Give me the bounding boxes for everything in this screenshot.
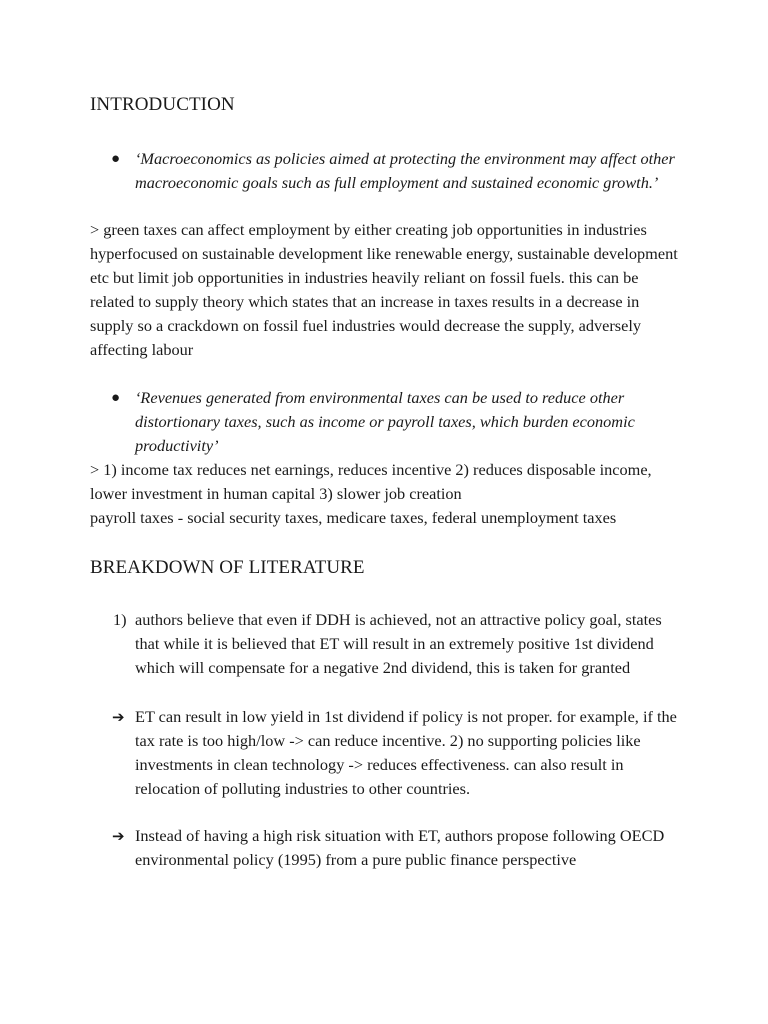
breakdown-item-2 (90, 705, 690, 801)
intro-bullet-2 (90, 386, 690, 458)
arrow-icon: ➔ (112, 708, 125, 726)
arrow-icon: ➔ (112, 827, 125, 845)
introduction-heading: INTRODUCTION (90, 94, 235, 115)
breakdown-item-1-text: authors believe that even if DDH is achieved, not an attractive policy goal, states that while it is believed that ET will result in an extremely positive 1st dividend which will compensate for a negative 2nd dividend, this is taken for granted (135, 610, 662, 677)
breakdown-item-1 (90, 608, 690, 680)
bullet-marker: ● (111, 390, 121, 406)
intro-paragraph-1 (90, 218, 685, 362)
bullet-marker: ● (111, 151, 121, 167)
intro-quote-2: ‘Revenues generated from environmental taxes can be used to reduce other distortionary taxes, such as income or payroll taxes, which burden economic productivity’ (135, 388, 635, 455)
breakdown-item-3 (90, 824, 690, 872)
intro-paragraph-1-text: > green taxes can affect employment by either creating job opportunities in industries hyperfocused on sustainable development like renewable energy, sustainable development etc but limit job opportunities in industries heavily reliant on fossil fuels. this can be related to supply theory which states that an increase in taxes results in a decrease in supply so a crackdown on fossil fuel industries would decrease the supply, adversely affecting labour (90, 220, 678, 359)
breakdown-item-2-text: ET can result in low yield in 1st dividend if policy is not proper. for example, if the tax rate is too high/low -> can reduce incentive. 2) no supporting policies like investments in clean technology -> reduces effectiveness. can also result in relocation of polluting industries to other countries. (135, 707, 677, 798)
breakdown-item-3-text: Instead of having a high risk situation with ET, authors propose following OECD environmental policy (1995) from a pure public finance perspective (135, 826, 665, 869)
breakdown-heading: BREAKDOWN OF LITERATURE (90, 557, 365, 578)
intro-quote-1: ‘Macroeconomics as policies aimed at protecting the environment may affect other macroeconomic goals such as full employment and sustained economic growth.’ (135, 149, 675, 192)
intro-paragraph-2-line-1: > 1) income tax reduces net earnings, reduces incentive 2) reduces disposable income, lower investment in human capital 3) slower job creation (90, 460, 652, 503)
numbered-marker: 1) (113, 610, 127, 629)
intro-bullet-1 (90, 147, 690, 195)
intro-paragraph-2-line-2: payroll taxes - social security taxes, medicare taxes, federal unemployment taxes (90, 508, 617, 527)
intro-paragraph-2 (90, 458, 685, 530)
